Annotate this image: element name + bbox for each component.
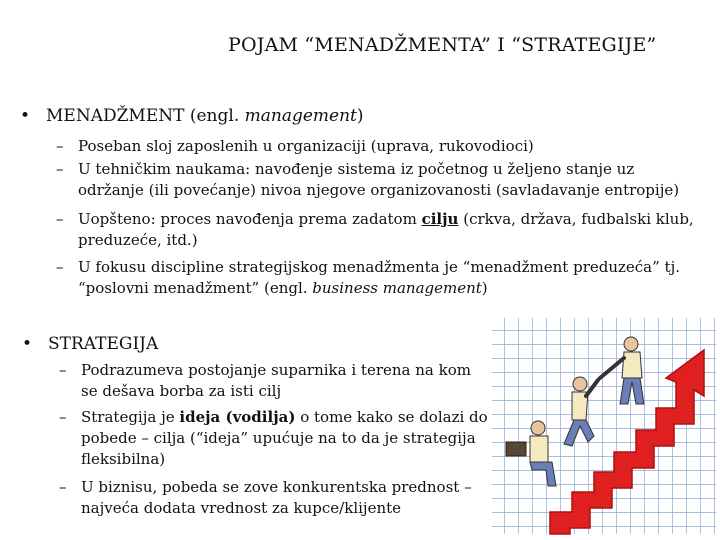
dash: –: [59, 361, 67, 379]
item-line: se dešava borba za isti cilj: [81, 382, 282, 400]
dash: –: [56, 210, 64, 228]
item-text: “poslovni menadžment” (engl.: [78, 279, 313, 297]
item-bold: ideja (vodilja): [179, 408, 296, 426]
list-item: [56, 257, 681, 299]
heading-rest: (engl.: [184, 106, 245, 126]
item-line: preduzeće, itd.): [78, 231, 198, 249]
heading-text: STRATEGIJA: [48, 334, 159, 354]
item-line: pobede – cilja (“ideja” upućuje na to da je strategija: [81, 429, 476, 447]
item-italic: business management: [312, 279, 482, 297]
bullet: •: [20, 106, 31, 126]
bullet: •: [22, 334, 33, 354]
climbing-arrow-illustration: [490, 316, 718, 536]
list-item: [59, 407, 488, 470]
section-strategija-heading: [22, 334, 159, 354]
item-text: Poseban sloj zaposlenih u organizaciji (uprava, rukovodioci): [78, 137, 534, 155]
heading-text: MENADŽMENT: [46, 106, 185, 126]
list-item: [59, 360, 471, 402]
dash: –: [59, 478, 67, 496]
item-text: (crkva, država, fudbalski klub,: [458, 210, 694, 228]
item-text: ): [481, 279, 488, 297]
dash: –: [56, 258, 64, 276]
section-menadzment-heading: [20, 106, 364, 126]
item-line: U biznisu, pobeda se zove konkurentska prednost –: [81, 478, 472, 496]
list-item: [59, 477, 472, 519]
heading-close: ): [356, 106, 364, 126]
item-emphasis: cilju: [421, 210, 459, 228]
item-text: Strategija je: [81, 408, 180, 426]
item-line: fleksibilna): [81, 450, 166, 468]
item-line: U fokusu discipline strategijskog menadžmenta je “menadžment preduzeća” tj.: [78, 258, 681, 276]
heading-italic: management: [244, 106, 357, 126]
item-text: Uopšteno: proces navođenja prema zadatom: [78, 210, 422, 228]
dash: –: [59, 408, 67, 426]
item-line: održanje (ili povećanje) nivoa njegove organizovanosti (savladavanje entropije): [78, 181, 680, 199]
dash: –: [56, 137, 64, 155]
list-item: [56, 159, 680, 201]
item-text: o tome kako se dolazi do: [295, 408, 488, 426]
item-line: U tehničkim naukama: navođenje sistema iz početnog u željeno stanje uz: [78, 160, 635, 178]
list-item: [56, 209, 694, 251]
briefcase-icon: [506, 442, 526, 456]
list-item: [56, 136, 534, 157]
dash: –: [56, 160, 64, 178]
slide-title: POJAM “MENADŽMENTA” I “STRATEGIJE”: [228, 34, 657, 56]
item-line: najveća dodata vrednost za kupce/klijente: [81, 499, 402, 517]
item-line: Podrazumeva postojanje suparnika i terena na kom: [81, 361, 471, 379]
